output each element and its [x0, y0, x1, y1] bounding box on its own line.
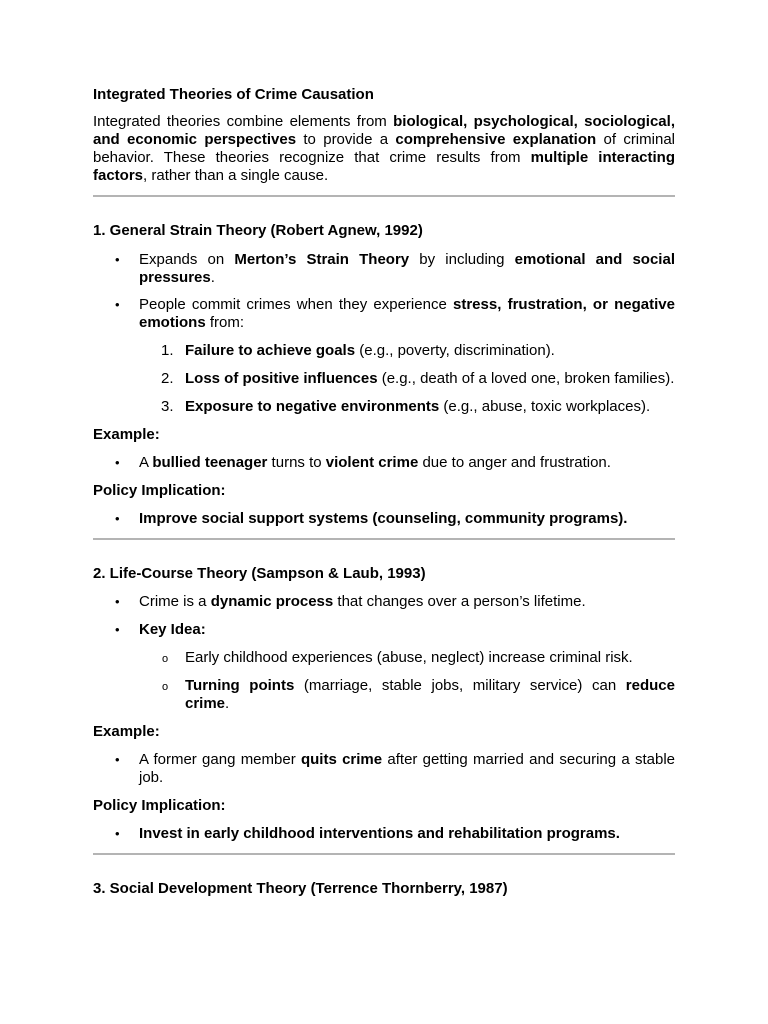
- section2-sub-list: [93, 649, 675, 713]
- intro-text: of criminal behavior. These theories recognize that crime results from: [93, 131, 675, 166]
- bold-text: quits crime: [300, 751, 383, 768]
- intro-bold: biological, psychological, sociological, and economic perspectives: [93, 113, 675, 148]
- list-item: [93, 398, 675, 416]
- bold-text: violent crime: [325, 454, 419, 471]
- list-item: [93, 751, 675, 787]
- text: from:: [205, 314, 245, 331]
- section3-heading: 3. Social Development Theory (Terrence Thornberry, 1987): [93, 880, 508, 897]
- item-number: 2.: [161, 370, 174, 387]
- intro-bold: multiple interacting factors: [93, 149, 675, 184]
- bold-text: reduce crime: [185, 677, 675, 712]
- item-number: 3.: [161, 398, 174, 415]
- list-item: [93, 454, 675, 472]
- text: (marriage, stable jobs, military service) can: [294, 677, 626, 694]
- section1-bullets: [93, 251, 675, 332]
- text: by including: [409, 251, 515, 268]
- text: due to anger and frustration.: [418, 454, 611, 471]
- section-divider: [93, 195, 675, 197]
- section2-example-list: [93, 751, 675, 787]
- section2-policy-label: Policy Implication:: [93, 797, 226, 814]
- bold-text: Exposure to negative environments: [185, 398, 440, 415]
- text: A former gang member: [139, 751, 301, 768]
- list-item: [93, 649, 675, 667]
- text: (e.g., abuse, toxic workplaces).: [439, 398, 651, 415]
- text: (e.g., death of a loved one, broken families).: [377, 370, 675, 387]
- item-number: 1.: [161, 342, 174, 359]
- intro-text: , rather than a single cause.: [143, 167, 329, 184]
- text: .: [210, 269, 215, 286]
- text: that changes over a person’s lifetime.: [333, 593, 586, 610]
- text: turns to: [267, 454, 326, 471]
- section1-heading: 1. General Strain Theory (Robert Agnew, 1992): [93, 222, 423, 239]
- section1-example-label: Example:: [93, 426, 160, 443]
- bold-text: Improve social support systems (counseling, community programs).: [139, 510, 628, 527]
- text: Expands on: [139, 251, 235, 268]
- bold-text: Key Idea:: [139, 621, 206, 638]
- bold-text: emotional and social pressures: [139, 251, 675, 286]
- section1-numbered-list: [93, 342, 675, 416]
- section1-policy-label: Policy Implication:: [93, 482, 226, 499]
- list-item: [93, 593, 675, 611]
- bold-text: stress, frustration, or negative emotions: [139, 296, 675, 331]
- intro-bold: comprehensive explanation: [395, 131, 597, 148]
- section1-example-list: [93, 454, 675, 472]
- text: Early childhood experiences (abuse, neglect) increase criminal risk.: [185, 649, 633, 666]
- text: People commit crimes when they experience: [139, 296, 453, 313]
- list-item: [93, 342, 675, 360]
- bold-text: Loss of positive influences: [185, 370, 378, 387]
- list-item: [93, 370, 675, 388]
- list-item: [93, 251, 675, 287]
- text: .: [225, 695, 230, 712]
- text: A: [139, 454, 153, 471]
- document-page: [93, 86, 675, 898]
- bold-text: dynamic process: [210, 593, 334, 610]
- list-item: [93, 296, 675, 332]
- intro-text: Integrated theories combine elements from: [93, 113, 394, 130]
- bold-text: Merton’s Strain Theory: [234, 251, 410, 268]
- text: Crime is a: [139, 593, 211, 610]
- section2-example-label: Example:: [93, 723, 160, 740]
- bold-text: Failure to achieve goals: [185, 342, 356, 359]
- list-item: [93, 825, 675, 843]
- section-divider: [93, 853, 675, 855]
- bold-text: Turning points: [185, 677, 295, 694]
- document-title: Integrated Theories of Crime Causation: [93, 86, 374, 103]
- bold-text: bullied teenager: [152, 454, 268, 471]
- section2-bullets: [93, 593, 675, 639]
- text: after getting married and securing a stable job.: [139, 751, 675, 786]
- section2-policy-list: [93, 825, 675, 843]
- bold-text: Invest in early childhood interventions and rehabilitation programs.: [139, 825, 620, 842]
- list-item: [93, 621, 675, 639]
- text: (e.g., poverty, discrimination).: [355, 342, 555, 359]
- section1-policy-list: [93, 510, 675, 528]
- section2-heading: 2. Life-Course Theory (Sampson & Laub, 1993): [93, 565, 426, 582]
- intro-text: to provide a: [296, 131, 396, 148]
- list-item: [93, 510, 675, 528]
- intro-paragraph: [93, 113, 675, 185]
- section-divider: [93, 538, 675, 540]
- list-item: [93, 677, 675, 713]
